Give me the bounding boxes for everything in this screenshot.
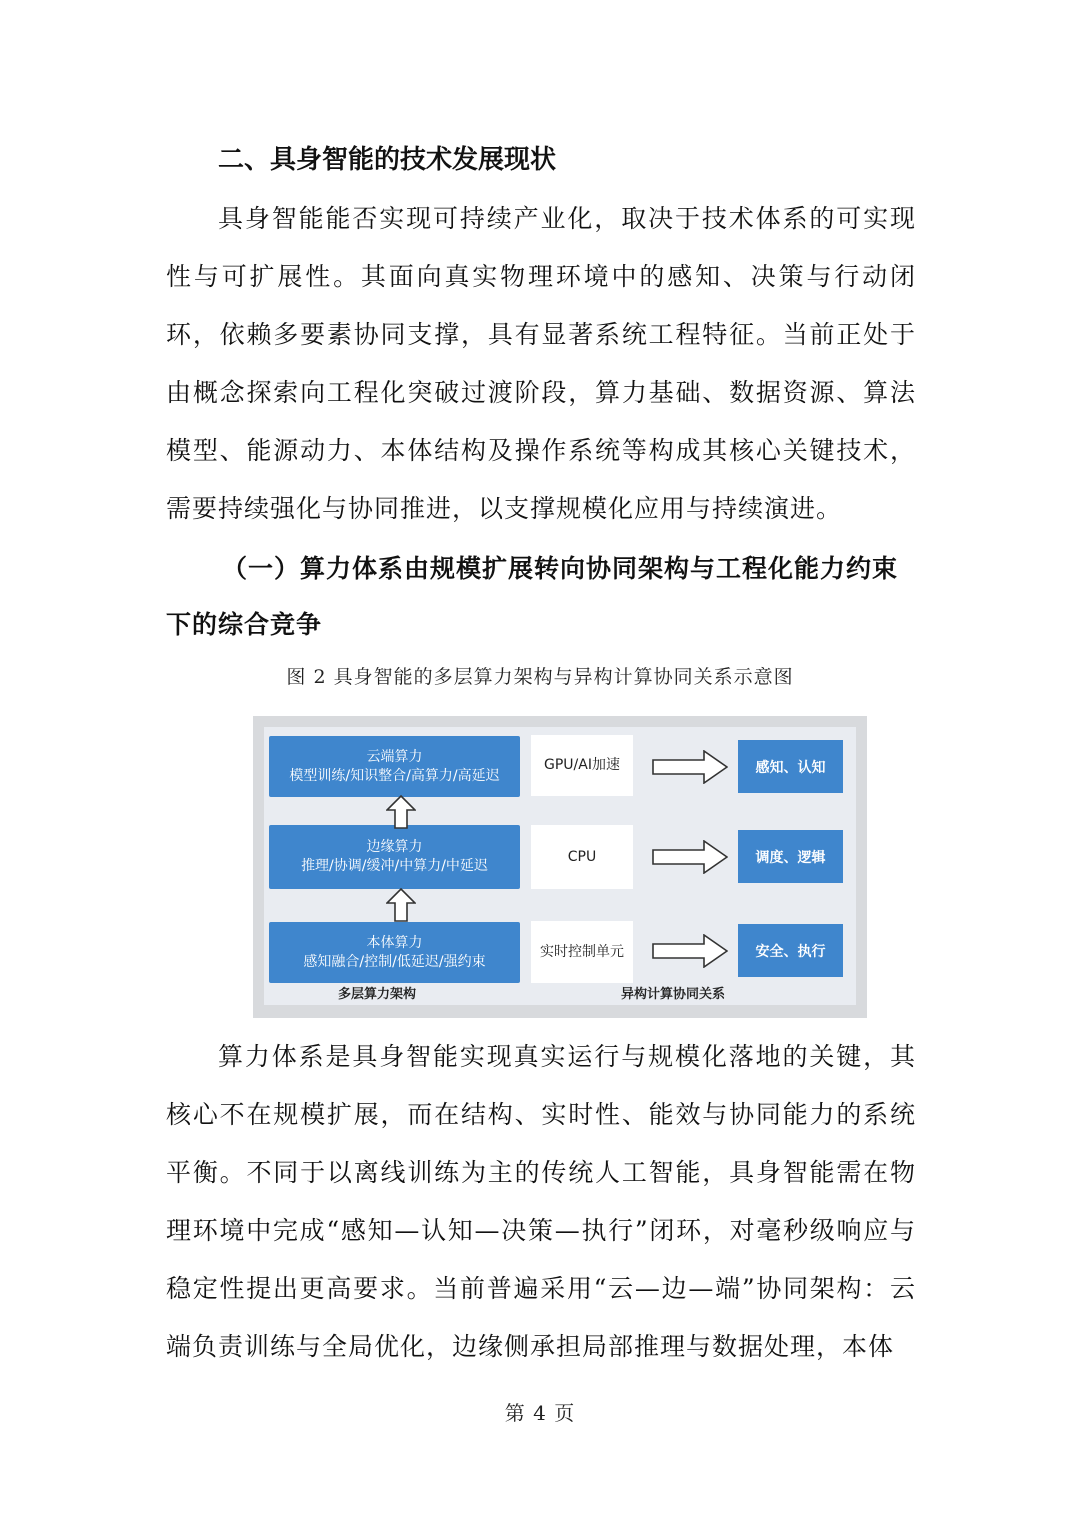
- cloud-compute-title: 云端算力: [366, 748, 423, 765]
- body-compute-title: 本体算力: [366, 934, 423, 951]
- edge-compute-title: 边缘算力: [366, 839, 423, 855]
- heterogeneous-collaboration-label: 异构计算协同关系: [621, 987, 726, 1002]
- subsection-heading: （一）算力体系由规模扩展转向协同架构与工程化能力约束下的综合竞争: [166, 554, 899, 639]
- body-paragraph-2: 算力体系是具身智能实现真实运行与规模化落地的关键，其核心不在规模扩展，而在结构、实时性、能效与协同能力的系统平衡。不同于以离线训练为主的传统人工智能，具身智能需在物理环境中完成“感知—认知—决策—执行”闭环，对毫秒级响应与稳定性提出更高要求。当前普遍采用“云—边—端”协同架构：云端负责训练与全局优化，边缘侧承担局部推理与数据处理，本体: [166, 1042, 916, 1361]
- right-arrow-icon: [652, 750, 728, 784]
- scheduling-logic-box: 调度、逻辑: [738, 830, 843, 883]
- figure-caption: 图 2 具身智能的多层算力架构与异构计算协同关系示意图: [286, 666, 794, 688]
- body-compute-box: [269, 922, 520, 983]
- section-heading: 二、具身智能的技术发展现状: [218, 145, 557, 175]
- safety-execution-box: 安全、执行: [738, 924, 843, 977]
- compute-architecture-figure: [253, 716, 867, 1018]
- edge-compute-box: [269, 825, 520, 889]
- cloud-compute-box: [269, 736, 520, 797]
- body-compute-detail: 感知融合/控制/低延迟/强约束: [303, 953, 486, 970]
- cloud-compute-detail: 模型训练/知识整合/高算力/高延迟: [289, 767, 500, 784]
- up-arrow-icon: [386, 795, 416, 829]
- body-paragraph-1: 具身智能能否实现可持续产业化，取决于技术体系的可实现性与可扩展性。其面向真实物理环境中的感知、决策与行动闭环，依赖多要素协同支撑，具有显著系统工程特征。当前正处于由概念探索向工程化突破过渡阶段，算力基础、数据资源、算法模型、能源动力、本体结构及操作系统等构成其核心关键技术，需要持续强化与协同推进，以支撑规模化应用与持续演进。: [166, 204, 916, 523]
- gpu-ai-accelerator-box: GPU/AI加速: [531, 735, 633, 796]
- realtime-control-unit-box: 实时控制单元: [531, 921, 633, 983]
- edge-compute-detail: 推理/协调/缓冲/中算力/中延迟: [301, 858, 488, 874]
- page-number: 第 4 页: [504, 1401, 576, 1425]
- figure-panel: [264, 727, 856, 1005]
- perception-cognition-box: 感知、认知: [738, 740, 843, 793]
- multilayer-architecture-label: 多层算力架构: [338, 987, 417, 1002]
- right-arrow-icon: [652, 840, 728, 874]
- cpu-box: CPU: [531, 825, 633, 889]
- up-arrow-icon: [386, 888, 416, 922]
- right-arrow-icon: [652, 934, 728, 968]
